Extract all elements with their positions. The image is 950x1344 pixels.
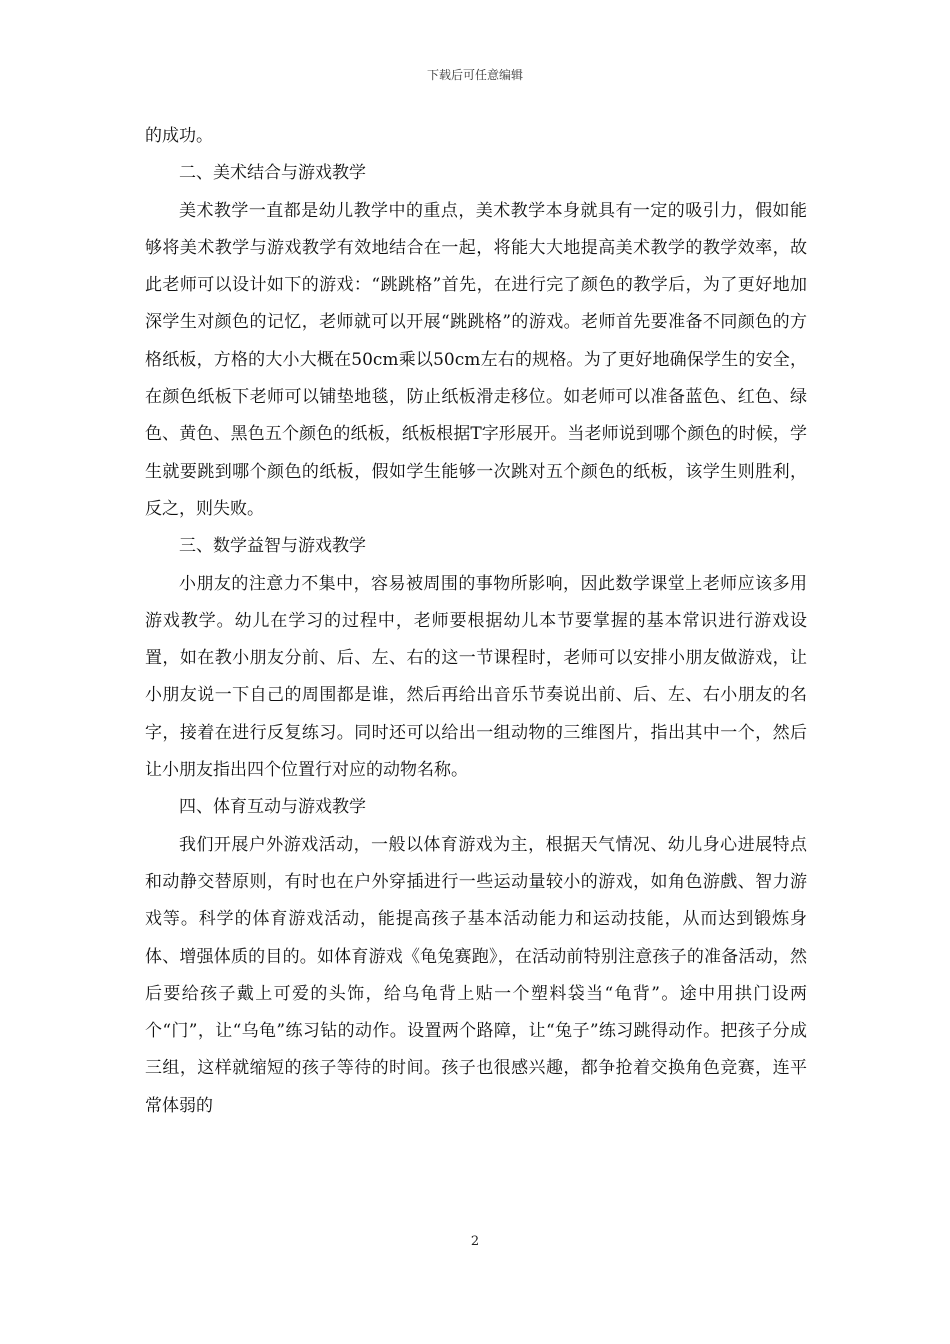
paragraph-math: 小朋友的注意力不集中，容易被周围的事物所影响，因此数学课堂上老师应该多用游戏教学。幼儿在学习的过程中，老师要根据幼儿本节要掌握的基本常识进行游戏设置，如在教小朋友分前、后、左、右的这一节课程时，老师可以安排小朋友做游戏，让小朋友说一下自己的周围都是谁，然后再给出音乐节奏说出前、后、左、右小朋友的名字，接着在进行反复练习。同时还可以给出一组动物的三维图片，指出其中一个，然后让小朋友指出四个位置行对应的动物名称。: [145, 573, 807, 781]
paragraph-art: 美术教学一直都是幼儿教学中的重点，美术教学本身就具有一定的吸引力，假如能够将美术教学与游戏教学有效地结合在一起，将能大大地提高美术教学的教学效率，故此老师可以设计如下的游戏：“跳跳格”首先，在进行完了颜色的教学后，为了更好地加深学生对颜色的记忆，老师就可以开展“跳跳格”的游戏。老师首先要准备不同颜色的方格纸板，方格的大小大概在50cm乘以50cm左右的规格。为了更好地确保学生的安全，在颜色纸板下老师可以铺垫地毯，防止纸板滑走移位。如老师可以准备蓝色、红色、绿色、黄色、黑色五个颜色的纸板，纸板根据T字形展开。当老师说到哪个颜色的时候，学生就要跳到哪个颜色的纸板，假如学生能够一次跳对五个颜色的纸板，该学生则胜利，反之，则失败。: [145, 200, 807, 519]
paragraph-sports: 我们开展户外游戏活动，一般以体育游戏为主，根据天气情况、幼儿身心进展特点和动静交替原则，有时也在户外穿插进行一些运动量较小的游戏，如角色游戲、智力游戏等。科学的体育游戏活动，能提高孩子基本活动能力和运动技能，从而达到锻炼身体、增强体质的目的。如体育游戏《龟兔赛跑》，在活动前特别注意孩子的准备活动，然后要给孩子戴上可爱的头饰，给乌龟背上贴一个塑料袋当“龟背”。途中用拱门设两个“门”，让“乌龟”练习钻的动作。设置两个路障，让“兔子”练习跳得动作。把孩子分成三组，这样就缩短的孩子等待的时间。孩子也很感兴趣，都争抢着交换角色竞赛，连平常体弱的: [145, 834, 807, 1116]
document-body: [145, 118, 807, 1125]
section-heading-math: 三、数学益智与游戏教学: [179, 536, 366, 557]
page-number: 2: [470, 1234, 480, 1249]
paragraph-continuation: 的成功。: [145, 126, 213, 146]
section-heading-sports: 四、体育互动与游戏教学: [179, 797, 366, 818]
page-header: 下载后可任意编辑: [426, 68, 523, 82]
section-heading-art: 二、美术结合与游戏教学: [179, 163, 366, 184]
